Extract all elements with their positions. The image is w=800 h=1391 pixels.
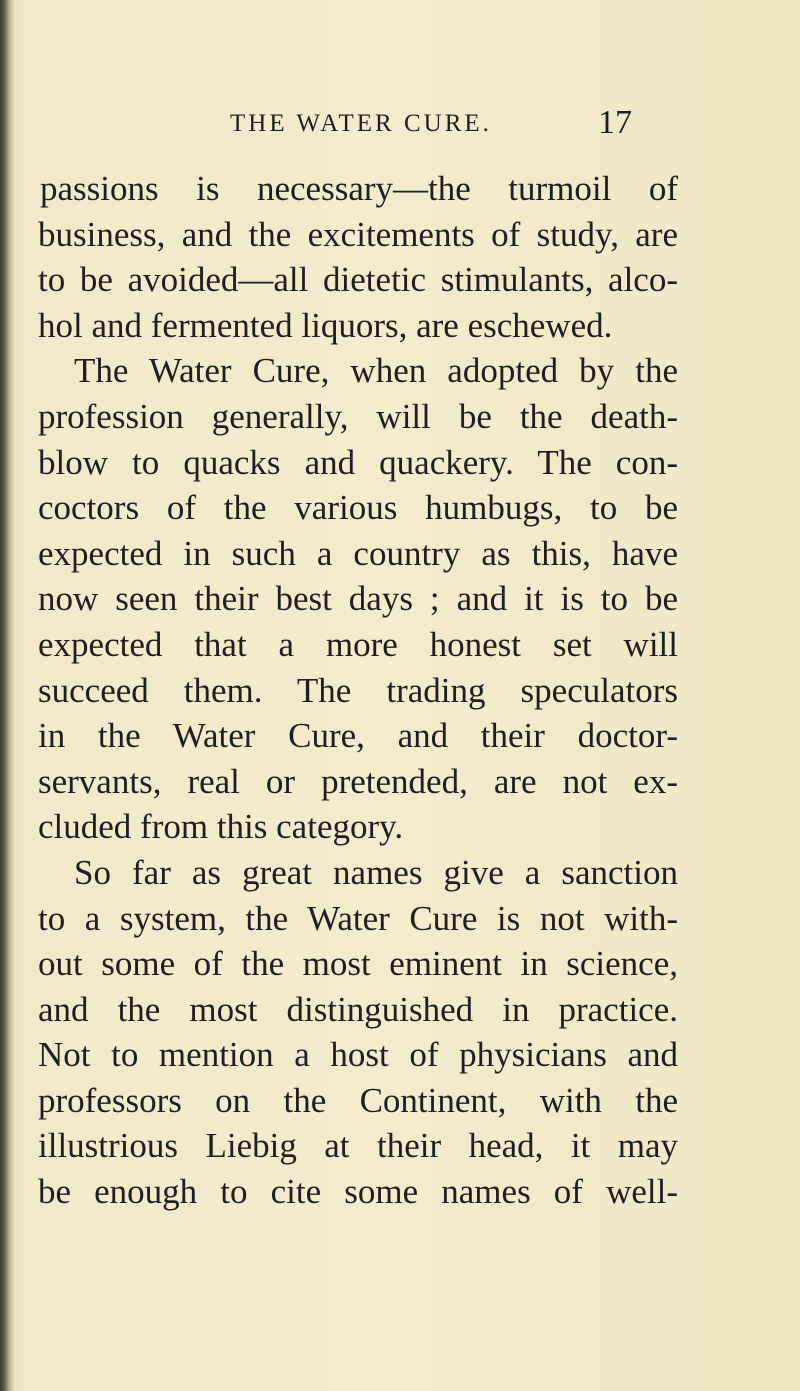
body-text	[38, 166, 678, 1215]
text-line: blow to quacks and quackery. The con-	[38, 442, 678, 482]
text-line: The Water Cure, when adopted by the	[74, 351, 678, 391]
text-line: in the Water Cure, and their doctor-	[38, 716, 678, 756]
text-line: So far as great names give a sanction	[74, 852, 678, 892]
text-line: professors on the Continent, with the	[38, 1080, 678, 1120]
text-line: coctors of the various humbugs, to be	[38, 488, 678, 528]
text-line: profession generally, will be the death-	[38, 396, 678, 436]
text-line: business, and the excitements of study, are	[38, 214, 678, 254]
text-line: to a system, the Water Cure is not with-	[38, 898, 678, 938]
text-line: hol and fermented liquors, are eschewed.	[38, 305, 613, 345]
text-line: passions is necessary—the turmoil of	[40, 169, 678, 208]
text-line: to be avoided—all dietetic stimulants, alco-	[38, 260, 678, 300]
text-line: expected in such a country as this, have	[38, 533, 678, 573]
binding-gutter	[0, 0, 14, 1391]
text-line: now seen their best days ; and it is to be	[38, 579, 678, 619]
text-line: cluded from this category.	[38, 807, 404, 847]
text-line: Not to mention a host of physicians and	[38, 1035, 678, 1075]
running-head	[0, 104, 800, 144]
text-line: expected that a more honest set will	[38, 624, 678, 664]
text-line: illustrious Liebig at their head, it may	[38, 1126, 678, 1166]
running-head-title: THE WATER CURE.	[230, 110, 492, 137]
text-line: be enough to cite some names of well-	[38, 1172, 678, 1212]
text-line: and the most distinguished in practice.	[38, 989, 678, 1029]
text-line: out some of the most eminent in science,	[38, 944, 678, 984]
text-line: servants, real or pretended, are not ex-	[38, 761, 678, 801]
text-line: succeed them. The trading speculators	[38, 670, 678, 710]
page-number: 17	[598, 104, 632, 141]
